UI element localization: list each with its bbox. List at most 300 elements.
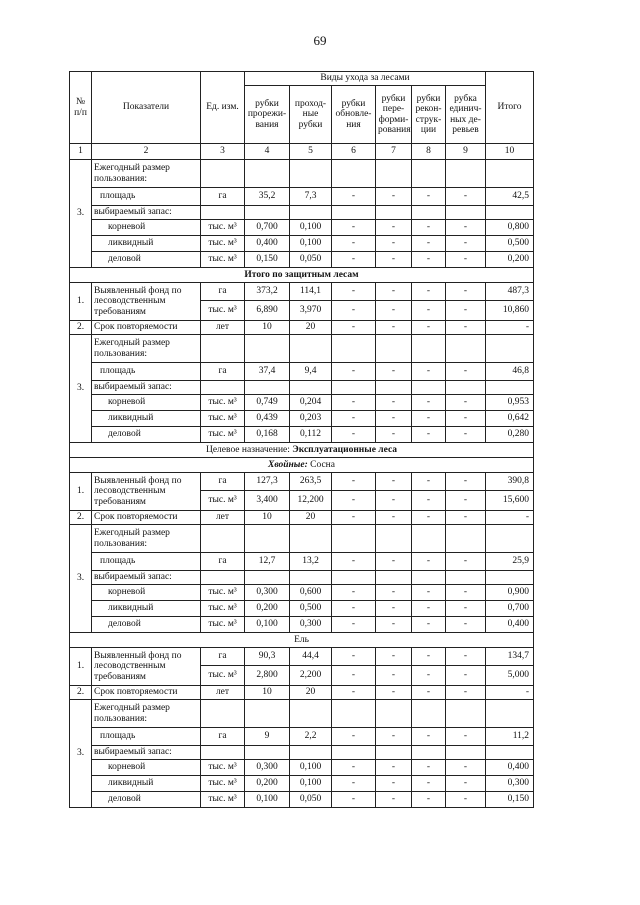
- indicator-label: корневой: [92, 220, 201, 236]
- section-title-part: Хвойные:: [268, 459, 308, 470]
- value-cell: -: [376, 321, 412, 335]
- unit-cell: [201, 525, 245, 553]
- unit-cell: тыс. м³: [201, 252, 245, 268]
- value-cell: 373,2: [245, 283, 290, 301]
- value-cell: [245, 206, 290, 220]
- indicator-label: Ежегодный размер пользования:: [92, 160, 201, 188]
- value-cell: 10: [245, 321, 290, 335]
- table-row: [70, 411, 534, 427]
- value-cell: [290, 571, 332, 585]
- table-row: [70, 633, 534, 648]
- value-cell: -: [376, 760, 412, 776]
- value-cell: [245, 525, 290, 553]
- value-cell: -: [446, 321, 486, 335]
- value-cell: [446, 335, 486, 363]
- value-cell: [446, 746, 486, 760]
- value-cell: [376, 525, 412, 553]
- row-number: 1.: [70, 473, 92, 511]
- unit-cell: [201, 571, 245, 585]
- table-row: [70, 571, 534, 585]
- value-cell: -: [446, 427, 486, 443]
- value-cell: [412, 381, 446, 395]
- column-number: 9: [446, 144, 486, 160]
- value-cell: -: [446, 686, 486, 700]
- unit-cell: га: [201, 473, 245, 491]
- value-cell: [446, 381, 486, 395]
- value-cell: [376, 335, 412, 363]
- value-cell: 0,300: [486, 776, 534, 792]
- value-cell: [486, 571, 534, 585]
- column-number: 7: [376, 144, 412, 160]
- row-number: 3.: [70, 700, 92, 808]
- value-cell: [290, 700, 332, 728]
- value-cell: [376, 381, 412, 395]
- value-cell: 35,2: [245, 188, 290, 206]
- value-cell: 2,2: [290, 728, 332, 746]
- column-number: 10: [486, 144, 534, 160]
- value-cell: 20: [290, 686, 332, 700]
- section-title-part: Сосна: [307, 459, 335, 470]
- value-cell: [290, 381, 332, 395]
- value-cell: 42,5: [486, 188, 534, 206]
- unit-cell: тыс. м³: [201, 411, 245, 427]
- value-cell: [486, 160, 534, 188]
- value-cell: -: [376, 252, 412, 268]
- value-cell: 2,800: [245, 666, 290, 686]
- value-cell: -: [332, 511, 376, 525]
- value-cell: 9,4: [290, 363, 332, 381]
- header-reformation: рубки пере-форми-рования: [376, 86, 412, 144]
- indicator-label: Ежегодный размер пользования:: [92, 525, 201, 553]
- row-number: 3.: [70, 525, 92, 633]
- value-cell: 0,700: [486, 601, 534, 617]
- value-cell: 0,300: [245, 760, 290, 776]
- section-title: [70, 443, 534, 458]
- value-cell: [412, 525, 446, 553]
- indicator-label: Выявленный фонд по лесоводственным требованиям: [92, 648, 201, 686]
- column-number: 6: [332, 144, 376, 160]
- value-cell: [290, 206, 332, 220]
- value-cell: -: [376, 473, 412, 491]
- table-row: [70, 746, 534, 760]
- value-cell: 0,500: [290, 601, 332, 617]
- value-cell: [412, 206, 446, 220]
- value-cell: -: [446, 728, 486, 746]
- value-cell: -: [332, 776, 376, 792]
- unit-cell: лет: [201, 686, 245, 700]
- indicator-label: площадь: [92, 188, 201, 206]
- table-row: [70, 473, 534, 491]
- value-cell: -: [332, 686, 376, 700]
- value-cell: 90,3: [245, 648, 290, 666]
- value-cell: -: [412, 188, 446, 206]
- value-cell: 0,400: [486, 760, 534, 776]
- value-cell: -: [412, 728, 446, 746]
- header-passage: проход-ные рубки: [290, 86, 332, 144]
- value-cell: 9: [245, 728, 290, 746]
- value-cell: [332, 381, 376, 395]
- indicator-label: Выявленный фонд по лесоводственным требованиям: [92, 283, 201, 321]
- value-cell: [332, 700, 376, 728]
- value-cell: -: [412, 321, 446, 335]
- value-cell: -: [486, 321, 534, 335]
- unit-cell: лет: [201, 511, 245, 525]
- value-cell: -: [376, 411, 412, 427]
- value-cell: 20: [290, 321, 332, 335]
- value-cell: [290, 335, 332, 363]
- value-cell: 487,3: [486, 283, 534, 301]
- unit-cell: га: [201, 553, 245, 571]
- table-row: [70, 283, 534, 301]
- indicator-label: Срок повторяемости: [92, 686, 201, 700]
- indicator-label: выбираемый запас:: [92, 206, 201, 220]
- value-cell: [486, 700, 534, 728]
- value-cell: 2,200: [290, 666, 332, 686]
- value-cell: [376, 206, 412, 220]
- value-cell: -: [332, 427, 376, 443]
- value-cell: -: [332, 220, 376, 236]
- value-cell: [245, 160, 290, 188]
- table-row: [70, 335, 534, 363]
- value-cell: -: [446, 363, 486, 381]
- indicator-label: площадь: [92, 553, 201, 571]
- column-number: 2: [92, 144, 201, 160]
- table-row: [70, 443, 534, 458]
- unit-cell: га: [201, 728, 245, 746]
- section-title: [70, 268, 534, 283]
- unit-cell: га: [201, 283, 245, 301]
- value-cell: -: [412, 617, 446, 633]
- indicator-label: ликвидный: [92, 776, 201, 792]
- value-cell: [245, 700, 290, 728]
- value-cell: 0,100: [245, 792, 290, 808]
- value-cell: [332, 525, 376, 553]
- header-thinning: рубки прорежи-вания: [245, 86, 290, 144]
- section-title-part: Целевое назначение:: [205, 444, 293, 455]
- unit-cell: тыс. м³: [201, 776, 245, 792]
- header-total: Итого: [486, 72, 534, 144]
- value-cell: [245, 746, 290, 760]
- value-cell: 0,300: [245, 585, 290, 601]
- unit-cell: [201, 700, 245, 728]
- value-cell: -: [332, 666, 376, 686]
- page-number: 69: [313, 33, 327, 48]
- value-cell: -: [446, 601, 486, 617]
- indicator-label: Выявленный фонд по лесоводственным требованиям: [92, 473, 201, 511]
- value-cell: [290, 525, 332, 553]
- value-cell: -: [412, 491, 446, 511]
- table-row: [70, 511, 534, 525]
- table-row: [70, 381, 534, 395]
- unit-cell: га: [201, 188, 245, 206]
- value-cell: -: [376, 511, 412, 525]
- value-cell: 0,100: [245, 617, 290, 633]
- value-cell: -: [376, 666, 412, 686]
- unit-cell: [201, 381, 245, 395]
- value-cell: -: [412, 666, 446, 686]
- value-cell: 10: [245, 511, 290, 525]
- value-cell: 0,050: [290, 792, 332, 808]
- table-row: [70, 525, 534, 553]
- value-cell: -: [412, 283, 446, 301]
- row-number: 2.: [70, 511, 92, 525]
- value-cell: 263,5: [290, 473, 332, 491]
- header-num: № п/п: [70, 72, 92, 144]
- row-number: 1.: [70, 283, 92, 321]
- indicator-label: площадь: [92, 728, 201, 746]
- row-number: 2.: [70, 686, 92, 700]
- value-cell: [245, 571, 290, 585]
- value-cell: 5,000: [486, 666, 534, 686]
- value-cell: -: [376, 283, 412, 301]
- indicator-label: корневой: [92, 395, 201, 411]
- value-cell: -: [376, 617, 412, 633]
- value-cell: -: [446, 617, 486, 633]
- value-cell: [332, 571, 376, 585]
- value-cell: -: [376, 553, 412, 571]
- value-cell: -: [412, 585, 446, 601]
- unit-cell: тыс. м³: [201, 760, 245, 776]
- table-row: [70, 252, 534, 268]
- value-cell: 25,9: [486, 553, 534, 571]
- value-cell: -: [412, 363, 446, 381]
- unit-cell: тыс. м³: [201, 666, 245, 686]
- row-number: 2.: [70, 321, 92, 335]
- value-cell: -: [376, 491, 412, 511]
- section-title-part: Эксплуатационные леса: [292, 444, 398, 455]
- value-cell: -: [412, 236, 446, 252]
- value-cell: [376, 571, 412, 585]
- value-cell: [486, 381, 534, 395]
- value-cell: [412, 335, 446, 363]
- table-row: [70, 427, 534, 443]
- value-cell: -: [376, 427, 412, 443]
- table-row: [70, 363, 534, 381]
- table-row: [70, 617, 534, 633]
- value-cell: 0,112: [290, 427, 332, 443]
- value-cell: -: [486, 511, 534, 525]
- value-cell: 0,168: [245, 427, 290, 443]
- value-cell: 37,4: [245, 363, 290, 381]
- table-row: [70, 553, 534, 571]
- value-cell: -: [332, 617, 376, 633]
- value-cell: -: [332, 728, 376, 746]
- value-cell: -: [376, 301, 412, 321]
- indicator-label: Ежегодный размер пользования:: [92, 335, 201, 363]
- value-cell: 0,500: [486, 236, 534, 252]
- value-cell: 0,953: [486, 395, 534, 411]
- value-cell: -: [446, 585, 486, 601]
- value-cell: [446, 525, 486, 553]
- value-cell: 46,8: [486, 363, 534, 381]
- value-cell: -: [412, 301, 446, 321]
- value-cell: 3,400: [245, 491, 290, 511]
- table-row: [70, 792, 534, 808]
- value-cell: [332, 746, 376, 760]
- value-cell: 7,3: [290, 188, 332, 206]
- table-row: [70, 395, 534, 411]
- value-cell: 10,860: [486, 301, 534, 321]
- value-cell: 44,4: [290, 648, 332, 666]
- value-cell: -: [446, 188, 486, 206]
- unit-cell: га: [201, 363, 245, 381]
- row-number: 1.: [70, 648, 92, 686]
- value-cell: 0,749: [245, 395, 290, 411]
- value-cell: -: [376, 601, 412, 617]
- value-cell: -: [412, 760, 446, 776]
- value-cell: 13,2: [290, 553, 332, 571]
- value-cell: -: [446, 411, 486, 427]
- indicator-label: выбираемый запас:: [92, 381, 201, 395]
- table-row: [70, 585, 534, 601]
- value-cell: 0,204: [290, 395, 332, 411]
- column-number: 4: [245, 144, 290, 160]
- value-cell: 0,600: [290, 585, 332, 601]
- value-cell: -: [412, 792, 446, 808]
- value-cell: [376, 160, 412, 188]
- value-cell: -: [332, 411, 376, 427]
- table-row: [70, 601, 534, 617]
- value-cell: -: [376, 363, 412, 381]
- value-cell: [412, 700, 446, 728]
- row-number: 3.: [70, 335, 92, 443]
- value-cell: [332, 206, 376, 220]
- column-number: 8: [412, 144, 446, 160]
- value-cell: -: [376, 188, 412, 206]
- value-cell: -: [412, 411, 446, 427]
- value-cell: 0,700: [245, 220, 290, 236]
- value-cell: [486, 335, 534, 363]
- value-cell: -: [332, 648, 376, 666]
- value-cell: 0,100: [290, 776, 332, 792]
- value-cell: -: [332, 283, 376, 301]
- value-cell: -: [332, 585, 376, 601]
- unit-cell: [201, 746, 245, 760]
- table-row: [70, 268, 534, 283]
- value-cell: [376, 746, 412, 760]
- value-cell: 0,200: [245, 776, 290, 792]
- value-cell: [446, 700, 486, 728]
- value-cell: 0,300: [290, 617, 332, 633]
- forest-care-table: [69, 71, 534, 808]
- value-cell: 0,642: [486, 411, 534, 427]
- unit-cell: тыс. м³: [201, 395, 245, 411]
- table-row: [70, 776, 534, 792]
- value-cell: -: [412, 473, 446, 491]
- value-cell: [486, 525, 534, 553]
- indicator-label: Срок повторяемости: [92, 511, 201, 525]
- indicator-label: ликвидный: [92, 411, 201, 427]
- section-title: [70, 633, 534, 648]
- column-number: 1: [70, 144, 92, 160]
- section-title-part: Итого по защитным лесам: [244, 269, 359, 280]
- value-cell: [332, 160, 376, 188]
- value-cell: [412, 746, 446, 760]
- table-row: [70, 206, 534, 220]
- unit-cell: тыс. м³: [201, 792, 245, 808]
- unit-cell: тыс. м³: [201, 617, 245, 633]
- value-cell: 390,8: [486, 473, 534, 491]
- table-row: [70, 760, 534, 776]
- value-cell: -: [446, 395, 486, 411]
- value-cell: -: [412, 776, 446, 792]
- value-cell: -: [332, 301, 376, 321]
- value-cell: -: [412, 427, 446, 443]
- value-cell: 0,100: [290, 760, 332, 776]
- value-cell: 12,200: [290, 491, 332, 511]
- value-cell: [446, 571, 486, 585]
- value-cell: 127,3: [245, 473, 290, 491]
- value-cell: -: [446, 792, 486, 808]
- value-cell: [486, 206, 534, 220]
- value-cell: 0,900: [486, 585, 534, 601]
- indicator-label: корневой: [92, 585, 201, 601]
- column-number: 3: [201, 144, 245, 160]
- value-cell: -: [332, 792, 376, 808]
- value-cell: -: [446, 252, 486, 268]
- unit-cell: [201, 335, 245, 363]
- table-row: [70, 321, 534, 335]
- value-cell: -: [332, 363, 376, 381]
- column-numbers-row: [70, 144, 534, 160]
- value-cell: 0,800: [486, 220, 534, 236]
- value-cell: 0,150: [486, 792, 534, 808]
- value-cell: -: [446, 553, 486, 571]
- indicator-label: деловой: [92, 617, 201, 633]
- value-cell: -: [376, 648, 412, 666]
- value-cell: [245, 381, 290, 395]
- value-cell: -: [332, 321, 376, 335]
- table-row: [70, 700, 534, 728]
- indicator-label: ликвидный: [92, 236, 201, 252]
- value-cell: -: [412, 553, 446, 571]
- value-cell: -: [446, 473, 486, 491]
- value-cell: 0,050: [290, 252, 332, 268]
- value-cell: 6,890: [245, 301, 290, 321]
- value-cell: [290, 746, 332, 760]
- value-cell: -: [332, 236, 376, 252]
- header-reconstruction: рубки рекон-струк-ции: [412, 86, 446, 144]
- table-row: [70, 188, 534, 206]
- value-cell: [332, 335, 376, 363]
- value-cell: -: [332, 473, 376, 491]
- value-cell: -: [376, 686, 412, 700]
- value-cell: -: [376, 792, 412, 808]
- value-cell: 10: [245, 686, 290, 700]
- value-cell: -: [446, 776, 486, 792]
- indicator-label: ликвидный: [92, 601, 201, 617]
- value-cell: -: [412, 511, 446, 525]
- value-cell: -: [332, 553, 376, 571]
- indicator-label: корневой: [92, 760, 201, 776]
- table-row: [70, 160, 534, 188]
- header-single-tree: рубка единич-ных де-ревьев: [446, 86, 486, 144]
- indicator-label: деловой: [92, 252, 201, 268]
- header-unit: Ед. изм.: [201, 72, 245, 144]
- table-row: [70, 220, 534, 236]
- value-cell: 3,970: [290, 301, 332, 321]
- unit-cell: [201, 160, 245, 188]
- value-cell: -: [446, 491, 486, 511]
- value-cell: -: [412, 648, 446, 666]
- indicator-label: деловой: [92, 792, 201, 808]
- value-cell: -: [446, 283, 486, 301]
- value-cell: -: [376, 395, 412, 411]
- value-cell: -: [446, 760, 486, 776]
- value-cell: 0,100: [290, 220, 332, 236]
- value-cell: [412, 160, 446, 188]
- value-cell: -: [412, 395, 446, 411]
